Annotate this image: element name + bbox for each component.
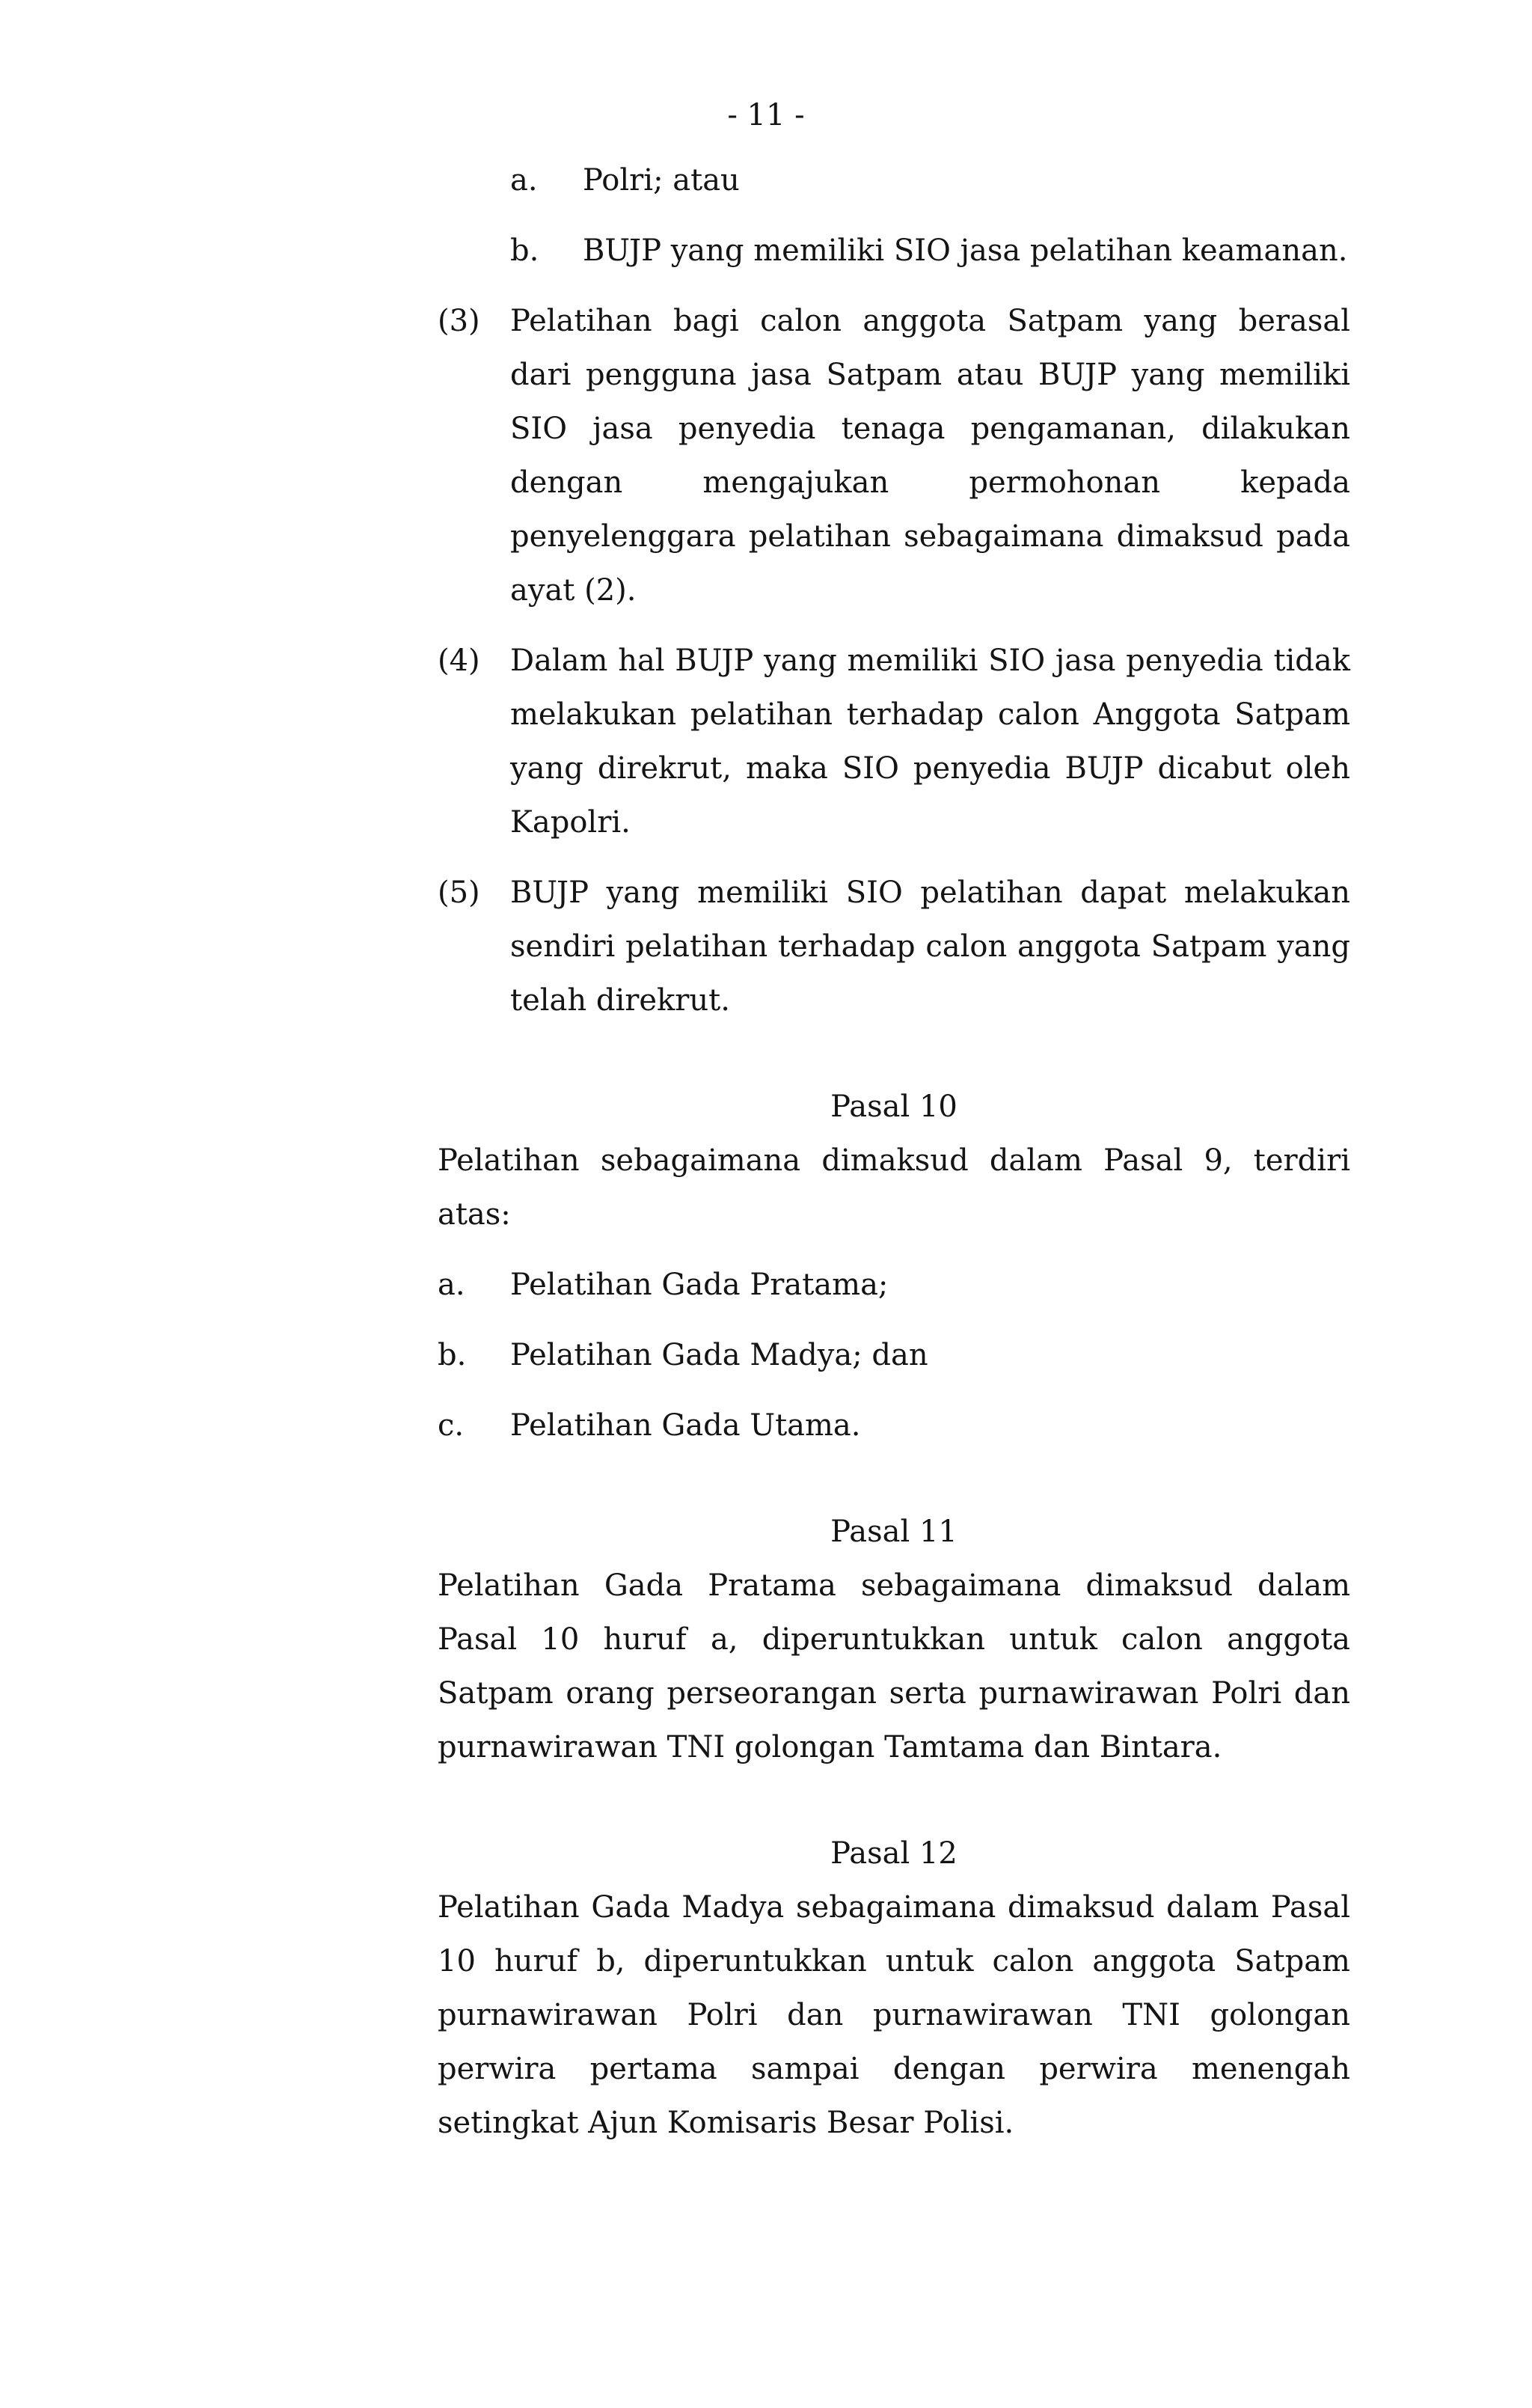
list-item (438, 1258, 1350, 1312)
pasal-10-heading: Pasal 10 (830, 1090, 958, 1124)
list-item (510, 153, 1350, 207)
clause-text: Dalam hal BUJP yang memiliki SIO jasa penyedia tidak melakukan pelatihan terhadap calon Anggota Satpam yang direkrut, maka SIO penyedia BUJP dicabut oleh Kapolri. (510, 644, 1350, 840)
list-item-text: Polri; atau (583, 163, 740, 198)
list-marker: a. (510, 163, 538, 198)
clause-text: Pelatihan bagi calon anggota Satpam yang berasal dari pengguna jasa Satpam atau BUJP yang memiliki SIO jasa penyedia tenaga pengamanan, dilakukan dengan mengajukan permohonan kepada penyelenggara pelatihan sebagaimana dimaksud pada ayat (2). (510, 304, 1350, 608)
clause-marker: (5) (438, 876, 480, 910)
page-number: - 11 - (727, 98, 805, 132)
clause-text: BUJP yang memiliki SIO pelatihan dapat melakukan sendiri pelatihan terhadap calon anggota Satpam yang telah direkrut. (510, 876, 1350, 1018)
clause-5 (438, 866, 1350, 1027)
list-marker: a. (438, 1268, 465, 1302)
list-marker: c. (438, 1408, 465, 1443)
list-item-text: Pelatihan Gada Utama. (510, 1408, 861, 1443)
pasal-11-text: Pelatihan Gada Pratama sebagaimana dimaksud dalam Pasal 10 huruf a, diperuntukkan untuk calon anggota Satpam orang perseorangan serta purnawirawan Polri dan purnawirawan TNI golongan Tamtama dan Bintara. (438, 1568, 1350, 1764)
page-content (438, 153, 1350, 2150)
clause-3 (438, 294, 1350, 617)
clause-4 (438, 634, 1350, 849)
pasal-12-heading: Pasal 12 (830, 1836, 958, 1871)
pasal-12-text: Pelatihan Gada Madya sebagaimana dimaksud dalam Pasal 10 huruf b, diperuntukkan untuk calon anggota Satpam purnawirawan Polri dan purnawirawan TNI golongan perwira pertama sampai dengan perwira menengah setingkat Ajun Komisaris Besar Polisi. (438, 1890, 1350, 2140)
list-item-text: Pelatihan Gada Pratama; (510, 1268, 889, 1302)
clause-marker: (4) (438, 644, 480, 678)
list-marker: b. (438, 1338, 467, 1372)
list-item (438, 1328, 1350, 1382)
list-item (510, 224, 1350, 278)
list-item (438, 1399, 1350, 1452)
list-item-text: Pelatihan Gada Madya; dan (510, 1338, 928, 1372)
list-marker: b. (510, 233, 539, 268)
list-item-text: BUJP yang memiliki SIO jasa pelatihan keamanan. (583, 233, 1348, 268)
pasal-11-heading: Pasal 11 (830, 1515, 958, 1549)
clause-marker: (3) (438, 304, 480, 338)
pasal-10-intro: Pelatihan sebagaimana dimaksud dalam Pasal 9, terdiri atas: (438, 1143, 1350, 1232)
